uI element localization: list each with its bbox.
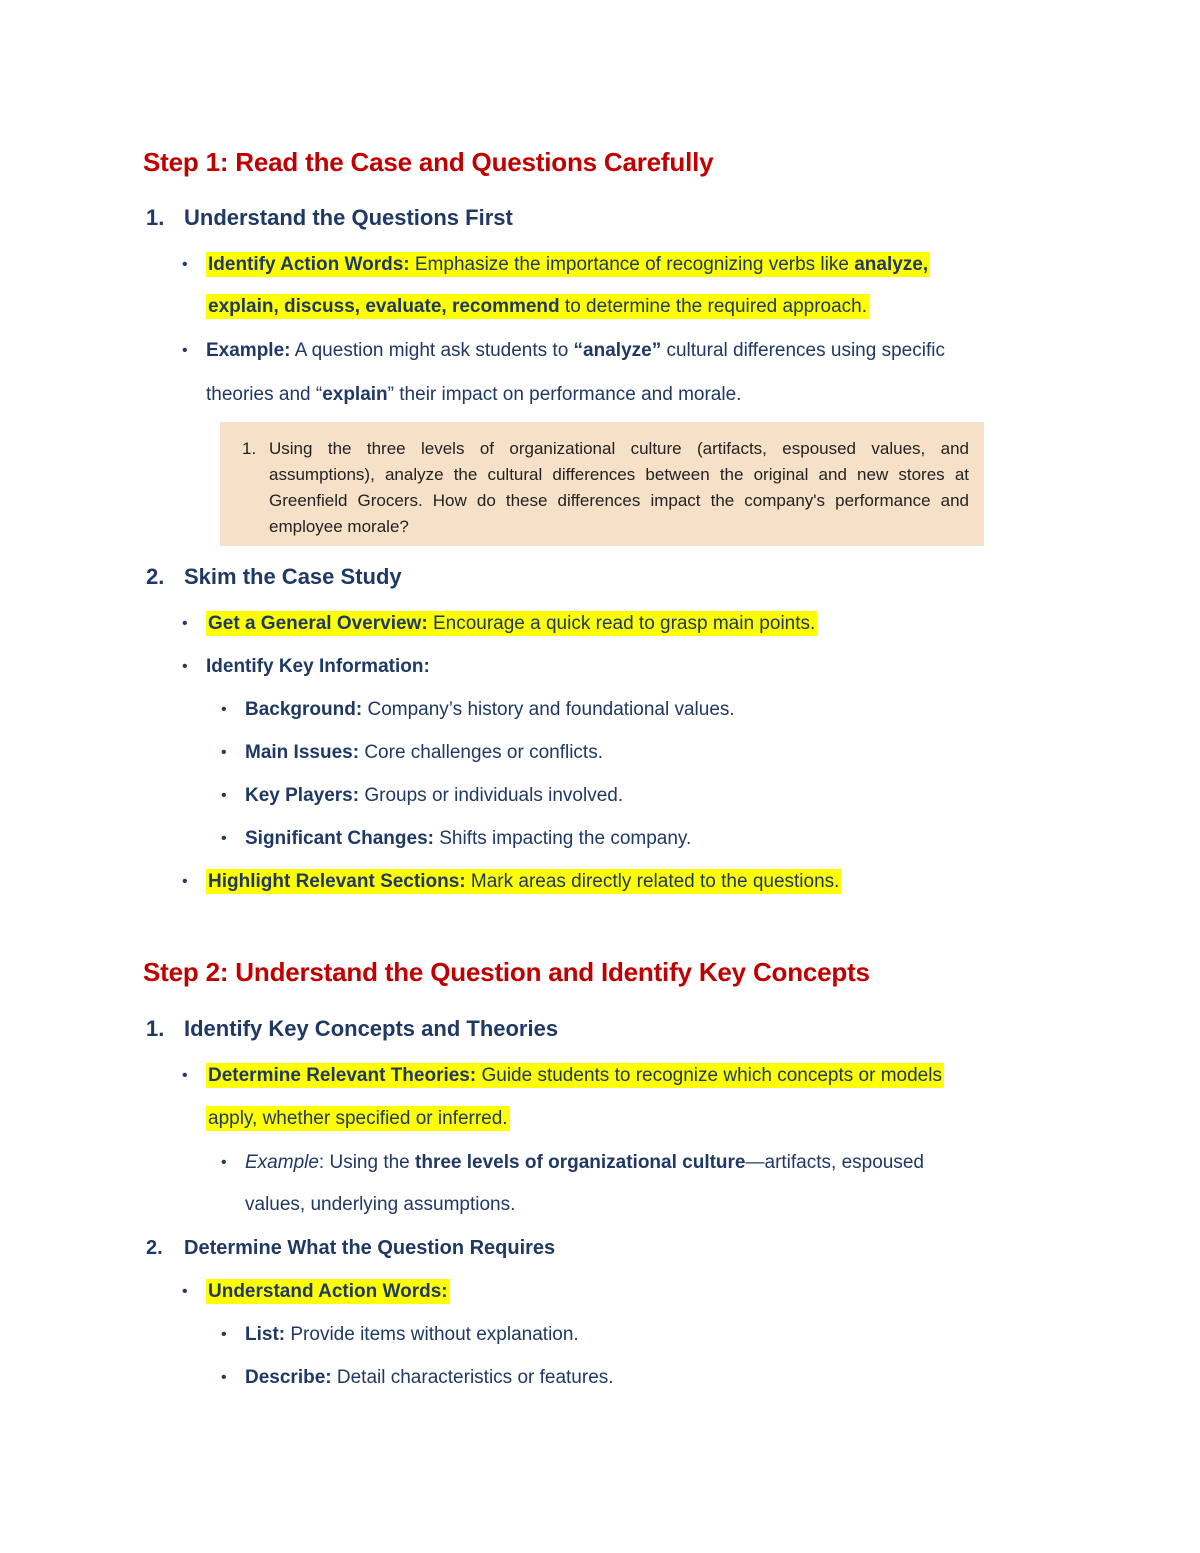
- step1-item1-bullet1-line2: [206, 293, 869, 321]
- bullet-text: Mark areas directly related to the questions.: [465, 871, 840, 892]
- step2-item2-title: Determine What the Question Requires: [184, 1237, 556, 1259]
- step1-item2-bullet3: [206, 868, 841, 896]
- step1-heading: Step 1: Read the Case and Questions Carefully: [143, 147, 714, 177]
- sub-bullet-text: values, underlying assumptions.: [245, 1194, 516, 1215]
- sub-bullet-label: Describe:: [245, 1367, 332, 1388]
- sub-bullet-label: Example: [245, 1152, 319, 1173]
- bullet-keyword: analyze,: [854, 254, 929, 275]
- sub-bullet-label: Background:: [245, 699, 363, 720]
- example-question-text: Using the three levels of organizational culture (artifacts, espoused values, and assumptions), analyze the cultural differences between the original and new stores at Greenfield Grocers. How do these differences impact the company's performance and employee morale?: [269, 439, 969, 536]
- bullet-icon: •: [182, 1283, 188, 1300]
- sub-bullet-label: Significant Changes:: [245, 828, 434, 849]
- sub-bullet: [245, 782, 623, 810]
- bullet-text: A question might ask students to: [290, 340, 574, 361]
- bullet-keyword: “analyze”: [573, 340, 662, 361]
- bullet-icon: •: [221, 1326, 227, 1343]
- bullet-keyword: explain: [322, 384, 388, 405]
- bullet-icon: •: [221, 1369, 227, 1386]
- step1-item1-number: 1.: [146, 205, 165, 230]
- sub-bullet-text: Groups or individuals involved.: [359, 785, 624, 806]
- step1-item2-number: 2.: [146, 564, 165, 589]
- bullet-icon: •: [221, 744, 227, 761]
- bullet-icon: •: [182, 658, 188, 675]
- bullet-icon: •: [182, 342, 188, 359]
- sub-bullet: [245, 825, 691, 853]
- sub-bullet-label: Main Issues:: [245, 742, 360, 763]
- bullet-text: cultural differences using specific: [661, 340, 945, 361]
- step1-item1-title: Understand the Questions First: [184, 205, 513, 230]
- sub-bullet-text: Core challenges or conflicts.: [359, 742, 603, 763]
- bullet-text: to determine the required approach.: [559, 296, 868, 317]
- bullet-text: theories and: [206, 384, 316, 405]
- bullet-label: Identify Action Words:: [208, 254, 410, 275]
- bullet-text: Emphasize the importance of recognizing verbs like: [409, 254, 855, 275]
- bullet-icon: •: [182, 1067, 188, 1084]
- step2-item1-sub-line2: [245, 1191, 515, 1219]
- step2-item1-bullet1-line1: [206, 1062, 944, 1090]
- step1-item1-bullet2-line2: [206, 381, 741, 409]
- sub-bullet-text: : Using the: [318, 1152, 416, 1173]
- bullet-icon: •: [182, 615, 188, 632]
- quote-mark: “: [315, 384, 323, 405]
- sub-bullet: [245, 696, 735, 724]
- sub-bullet-label: List:: [245, 1324, 286, 1345]
- example-question-number: 1.: [242, 439, 257, 458]
- bullet-icon: •: [221, 701, 227, 718]
- bullet-icon: •: [221, 830, 227, 847]
- step2-item1-sub-line1: [245, 1149, 924, 1177]
- bullet-label: Understand Action Words:: [208, 1281, 448, 1302]
- sub-bullet: [245, 1364, 614, 1392]
- bullet-label: Identify Key Information:: [206, 656, 430, 677]
- sub-bullet-text: Shifts impacting the company.: [433, 828, 692, 849]
- step1-item2-bullet1: [206, 610, 817, 638]
- step1-item2-title: Skim the Case Study: [184, 564, 402, 589]
- sub-bullet-keyword: three levels of organizational culture: [415, 1152, 746, 1173]
- bullet-text: their impact on performance and morale.: [394, 384, 742, 405]
- step2-item2-bullet1: [206, 1278, 450, 1306]
- step2-item2-number: 2.: [146, 1237, 163, 1259]
- bullet-text: apply, whether specified or inferred.: [208, 1108, 508, 1129]
- sub-bullet-text: Detail characteristics or features.: [331, 1367, 614, 1388]
- bullet-icon: •: [182, 256, 188, 273]
- step1-item1-bullet2-line1: [206, 337, 945, 365]
- bullet-icon: •: [221, 787, 227, 804]
- step1-item2-bullet2: [206, 653, 430, 681]
- step2-item1-bullet1-line2: [206, 1105, 510, 1133]
- step2-heading: Step 2: Understand the Question and Identify Key Concepts: [143, 957, 870, 987]
- bullet-text: Guide students to recognize which concepts or models: [476, 1065, 942, 1086]
- step2-item1-number: 1.: [146, 1016, 165, 1041]
- bullet-label: Get a General Overview:: [208, 613, 428, 634]
- sub-bullet-label: Key Players:: [245, 785, 360, 806]
- sub-bullet: [245, 1321, 579, 1349]
- example-question-box: [220, 422, 984, 546]
- sub-bullet-text: —artifacts, espoused: [745, 1152, 924, 1173]
- step2-item1-title: Identify Key Concepts and Theories: [184, 1016, 559, 1041]
- bullet-label: Highlight Relevant Sections:: [208, 871, 466, 892]
- sub-bullet-text: Provide items without explanation.: [285, 1324, 579, 1345]
- step1-item1-bullet1-line1: [206, 251, 930, 279]
- sub-bullet: [245, 739, 603, 767]
- bullet-label: Determine Relevant Theories:: [208, 1065, 477, 1086]
- quote-mark: ”: [387, 384, 394, 405]
- bullet-icon: •: [221, 1154, 227, 1171]
- bullet-icon: •: [182, 873, 188, 890]
- bullet-keywords: explain, discuss, evaluate, recommend: [208, 296, 560, 317]
- bullet-label: Example:: [206, 340, 291, 361]
- sub-bullet-text: Company’s history and foundational values.: [362, 699, 735, 720]
- bullet-text: Encourage a quick read to grasp main points.: [427, 613, 816, 634]
